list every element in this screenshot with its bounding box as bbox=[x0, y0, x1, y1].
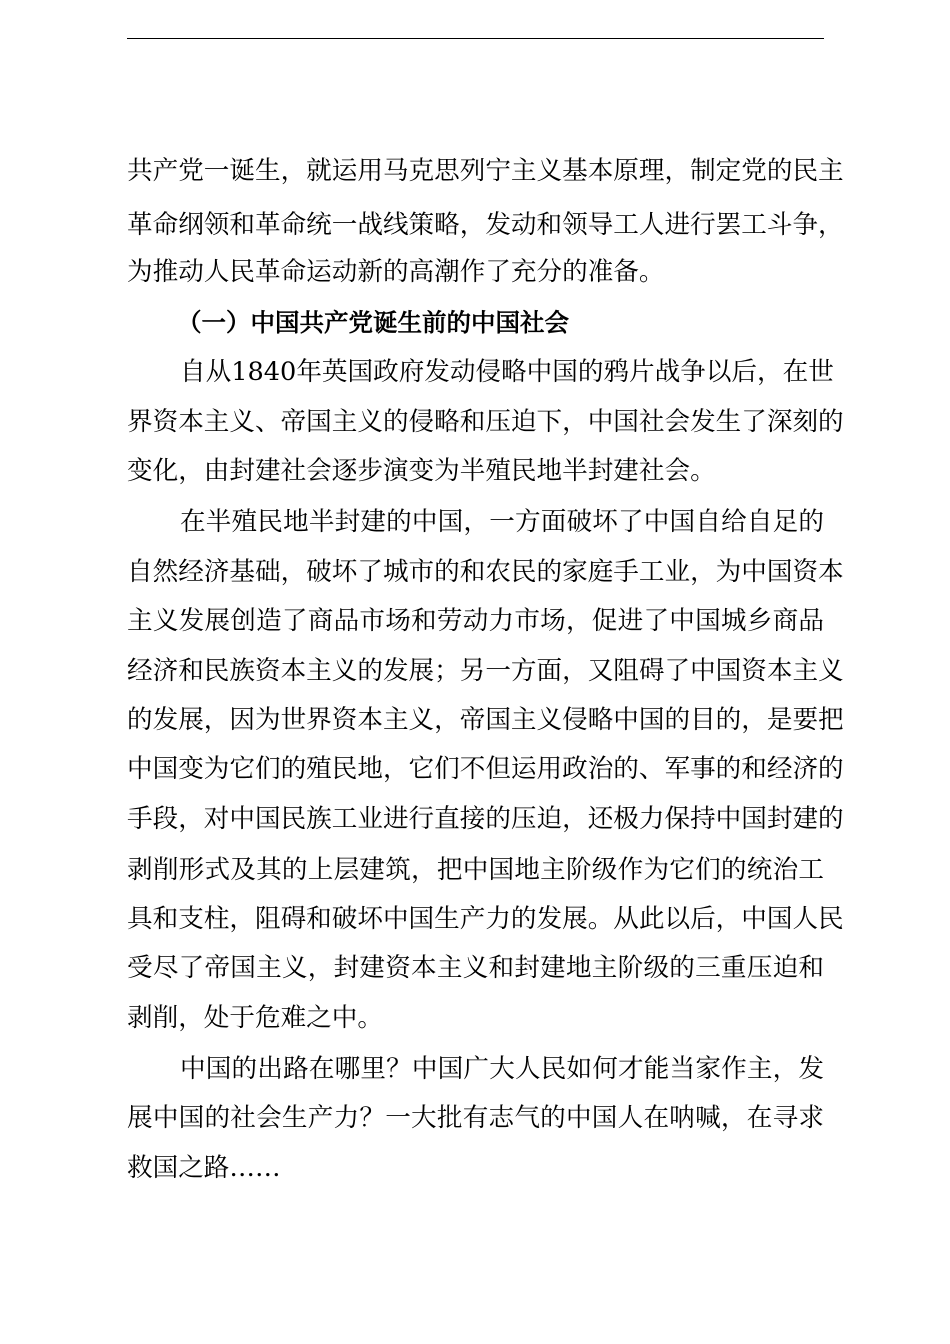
paragraph-line: 手段，对中国民族工业进行直接的压迫，还极力保持中国封建的 bbox=[127, 804, 844, 834]
paragraph-line: 经济和民族资本主义的发展；另一方面，又阻碍了中国资本主义 bbox=[127, 656, 844, 686]
paragraph-line: 为推动人民革命运动新的高潮作了充分的准备。 bbox=[127, 257, 665, 287]
paragraph-line: 展中国的社会生产力？一大批有志气的中国人在呐喊，在寻求 bbox=[127, 1103, 824, 1133]
paragraph-line: 剥削，处于危难之中。 bbox=[127, 1003, 383, 1033]
paragraph-line: 主义发展创造了商品市场和劳动力市场，促进了中国城乡商品 bbox=[127, 606, 824, 636]
paragraph-line: 的发展，因为世界资本主义，帝国主义侵略中国的目的，是要把 bbox=[127, 705, 844, 735]
paragraph-line: 在半殖民地半封建的中国，一方面破坏了中国自给自足的 bbox=[180, 507, 824, 537]
paragraph-line: 自然经济基础，破坏了城市的和农民的家庭手工业，为中国资本 bbox=[127, 557, 844, 587]
paragraph-line: 受尽了帝国主义，封建资本主义和封建地主阶级的三重压迫和 bbox=[127, 953, 824, 983]
paragraph-line: 中国变为它们的殖民地，它们不但运用政治的、军事的和经济的 bbox=[127, 754, 844, 784]
paragraph-line: 自从1840年英国政府发动侵略中国的鸦片战争以后，在世 bbox=[180, 357, 834, 387]
paragraph-line: 救国之路…… bbox=[127, 1153, 281, 1183]
paragraph-line: 共产党一诞生，就运用马克思列宁主义基本原理，制定党的民主 bbox=[127, 156, 844, 186]
paragraph-line: 剥削形式及其的上层建筑，把中国地主阶级作为它们的统治工 bbox=[127, 855, 824, 885]
section-heading: （一）中国共产党诞生前的中国社会 bbox=[177, 308, 569, 337]
header-rule bbox=[127, 38, 824, 39]
paragraph-line: 界资本主义、帝国主义的侵略和压迫下，中国社会发生了深刻的 bbox=[127, 407, 844, 437]
paragraph-line: 具和支柱，阻碍和破坏中国生产力的发展。从此以后，中国人民 bbox=[127, 904, 844, 934]
paragraph-line: 中国的出路在哪里？中国广大人民如何才能当家作主，发 bbox=[180, 1054, 824, 1084]
paragraph-line: 变化，由封建社会逐步演变为半殖民地半封建社会。 bbox=[127, 456, 716, 486]
paragraph-line: 革命纲领和革命统一战线策略，发动和领导工人进行罢工斗争， bbox=[127, 210, 844, 240]
